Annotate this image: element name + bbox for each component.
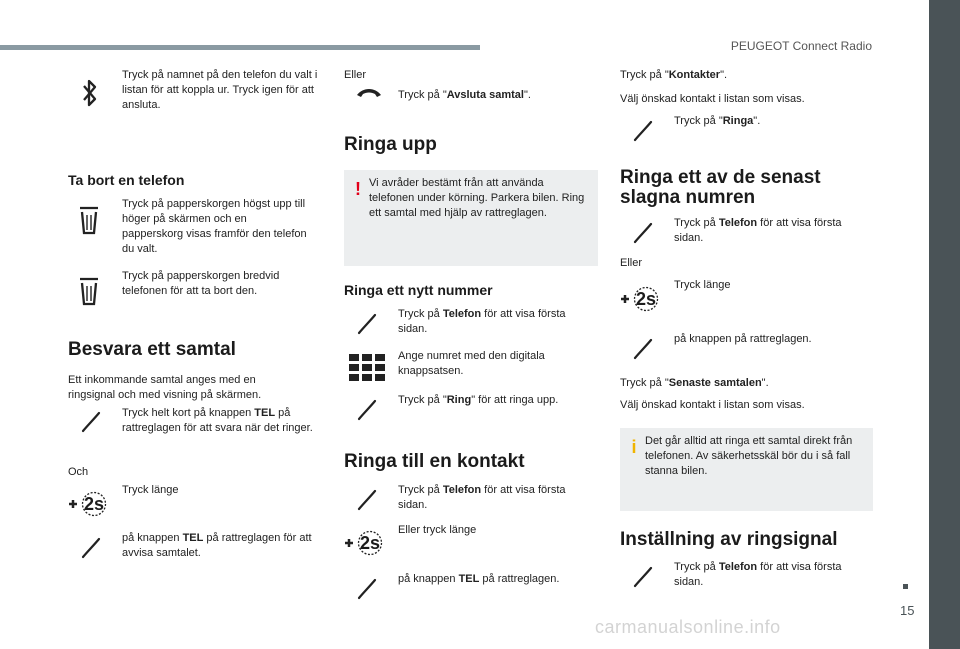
page-marker — [903, 584, 908, 589]
press-icon — [80, 537, 102, 559]
button-instruction: på knappen på rattreglagen. — [674, 333, 812, 345]
telefon-instruction: Tryck på Telefon för att visa första sidan. — [398, 308, 566, 335]
answer-intro: Ett inkommande samtal anges med en ringsignal och med visning på skärmen. — [68, 374, 262, 401]
badge-2s: 2s — [635, 289, 657, 309]
press-icon — [632, 338, 654, 360]
page-number: 15 — [900, 603, 915, 618]
press-icon — [632, 566, 654, 588]
info-text: Det går alltid att ringa ett samtal direkt från telefonen. Av säkerhetsskäl bör du i så fall stanna bilen. — [645, 435, 853, 477]
page-side-strip — [929, 0, 960, 649]
section-title-recent-numbers: Ringa ett av de senast slagna numren — [620, 167, 821, 208]
trash-instruction-2: Tryck på papperskorgen bredvid telefonen för att ta bort den. — [122, 270, 280, 297]
long-press-2s-icon — [343, 530, 387, 556]
long-press-2s-icon — [619, 286, 663, 312]
section-title-ringtone: Inställning av ringsignal — [620, 529, 838, 550]
watermark: carmanualsonline.info — [595, 617, 781, 637]
bluetooth-icon — [80, 78, 100, 108]
end-call-instruction: Tryck på "Avsluta samtal". — [398, 89, 531, 101]
section-title-answer-call: Besvara ett samtal — [68, 339, 236, 360]
header-accent-bar — [0, 45, 480, 50]
warning-text: Vi avråder bestämt från att använda telefonen under körning. Parkera bilen. Ring ett samtal med hjälp av rattreglagen. — [369, 177, 585, 219]
long-press-2s-icon — [67, 491, 111, 517]
bluetooth-instruction: Tryck på namnet på den telefon du valt i listan för att koppla ur. Tryck igen för att ansluta. — [122, 69, 318, 111]
section-title-remove-phone: Ta bort en telefon — [68, 172, 185, 188]
kontakter-instruction: Tryck på "Kontakter". — [620, 69, 728, 81]
press-short-instruction: Tryck helt kort på knappen TEL på rattreglagen för att svara när det ringer. — [122, 407, 313, 434]
telefon-instruction-3: Tryck på Telefon för att visa första sidan. — [674, 217, 842, 244]
info-icon: i — [631, 437, 637, 457]
och-label: Och — [68, 466, 89, 478]
tel-reject-instruction: på knappen TEL på rattreglagen för att avvisa samtalet. — [122, 532, 312, 559]
trash-icon — [79, 276, 99, 306]
end-call-icon — [355, 84, 383, 100]
long-press-label: Tryck länge — [122, 484, 179, 496]
eller-label: Eller — [344, 69, 367, 81]
warning-box — [344, 170, 598, 266]
trash-instruction-1: Tryck på papperskorgen högst upp till höger på skärmen och en papperskorg visas framför den telefon du valt. — [122, 198, 307, 255]
press-icon — [356, 399, 378, 421]
telefon-instruction-2: Tryck på Telefon för att visa första sidan. — [398, 484, 566, 511]
section-title-call-contact: Ringa till en kontakt — [344, 451, 525, 472]
keypad-icon — [349, 354, 385, 382]
ringa-instruction: Tryck på "Ringa". — [674, 115, 761, 127]
section-title-call: Ringa upp — [344, 134, 437, 155]
eller-long-press-label: Eller tryck länge — [398, 524, 477, 536]
choose-contact-text: Välj önskad kontakt i listan som visas. — [620, 93, 805, 105]
badge-2s: 2s — [83, 494, 105, 514]
press-icon — [356, 578, 378, 600]
recent-calls-instruction: Tryck på "Senaste samtalen". — [620, 377, 769, 389]
badge-2s: 2s — [359, 533, 381, 553]
ring-instruction: Tryck på "Ring" för att ringa upp. — [398, 394, 559, 406]
long-press-label-2: Tryck länge — [674, 279, 731, 291]
tel-button-instruction: på knappen TEL på rattreglagen. — [398, 573, 560, 585]
section-title-new-number: Ringa ett nytt nummer — [344, 282, 493, 298]
choose-contact-text-2: Välj önskad kontakt i listan som visas. — [620, 399, 805, 411]
press-icon — [356, 489, 378, 511]
press-icon — [632, 120, 654, 142]
press-icon — [80, 411, 102, 433]
keypad-instruction: Ange numret med den digitala knappsatsen. — [398, 350, 545, 377]
brand-label: PEUGEOT Connect Radio — [730, 39, 872, 53]
trash-icon — [79, 205, 99, 235]
press-icon — [632, 222, 654, 244]
info-box — [620, 428, 873, 511]
press-icon — [356, 313, 378, 335]
telefon-instruction-4: Tryck på Telefon för att visa första sidan. — [674, 561, 842, 588]
eller-label-2: Eller — [620, 257, 643, 269]
warning-icon: ! — [355, 179, 361, 199]
